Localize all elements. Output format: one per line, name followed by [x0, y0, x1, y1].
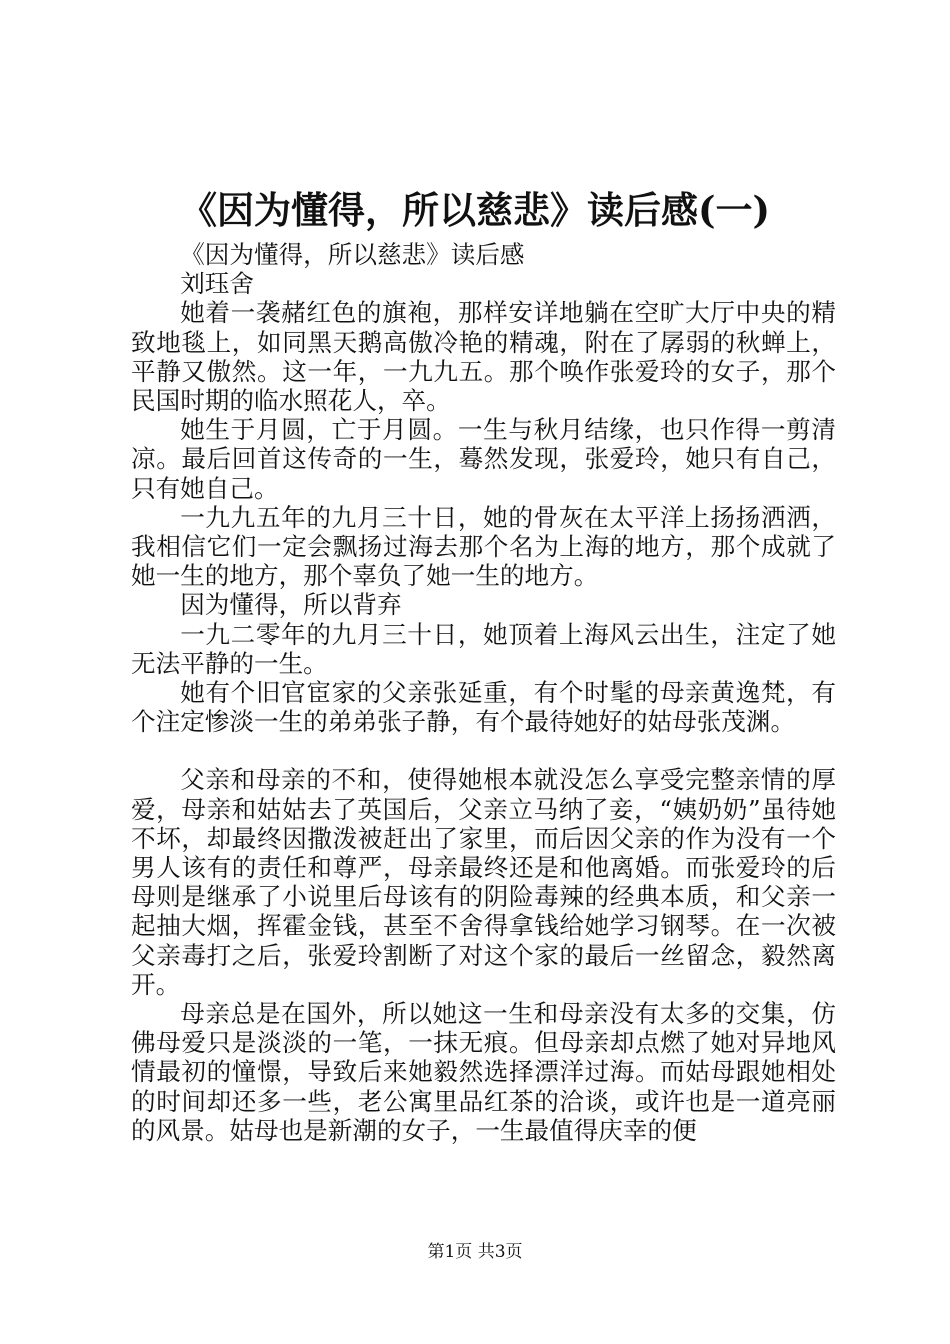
paragraph: 一九九五年的九月三十日，她的骨灰在太平洋上扬扬洒洒，我相信它们一定会飘扬过海去那个名为上海的地方，那个成就了她一生的地方，那个辜负了她一生的地方。	[131, 502, 836, 591]
paragraph: 一九二零年的九月三十日，她顶着上海风云出生，注定了她无法平静的一生。	[131, 619, 836, 678]
page-footer: 第1页 共3页	[427, 1242, 523, 1262]
paragraph-subtitle: 《因为懂得，所以慈悲》读后感	[180, 240, 525, 269]
section-heading: 因为懂得，所以背弃	[180, 590, 402, 620]
document-title: 《因为懂得，所以慈悲》读后感(一)	[179, 188, 770, 232]
paragraph-author: 刘珏舍	[180, 269, 254, 299]
paragraph: 母亲总是在国外，所以她这一生和母亲没有太多的交集，仿佛母爱只是淡淡的一笔，一抹无痕。但母亲却点燃了她对异地风情最初的憧憬，导致后来她毅然选择漂洋过海。而姑母跟她相处的时间却还多一些，老公寓里品红茶的洽谈，或许也是一道亮丽的风景。姑母也是新潮的女子，一生最值得庆幸的便	[131, 999, 836, 1145]
paragraph: 她有个旧官宦家的父亲张延重，有个时髦的母亲黄逸梵，有个注定惨淡一生的弟弟张子静，有个最待她好的姑母张茂渊。	[131, 678, 836, 737]
paragraph: 她生于月圆，亡于月圆。一生与秋月结缘，也只作得一剪清凉。最后回首这传奇的一生，蓦然发现，张爱玲，她只有自己，只有她自己。	[131, 415, 836, 503]
document-body	[131, 240, 836, 1145]
paragraph: 她着一袭赭红色的旗袍，那样安详地躺在空旷大厅中央的精致地毯上，如同黑天鹅高傲冷艳的精魂，附在了孱弱的秋蝉上，平静又傲然。这一年，一九九五。那个唤作张爱玲的女子，那个民国时期的临水照花人，卒。	[131, 298, 836, 416]
paragraph: 父亲和母亲的不和，使得她根本就没怎么享受完整亲情的厚爱，母亲和姑姑去了英国后，父亲立马纳了妾，“姨奶奶”虽待她不坏，却最终因撒泼被赶出了家里，而后因父亲的作为没有一个男人该有的责任和尊严，母亲最终还是和他离婚。而张爱玲的后母则是继承了小说里后母该有的阴险毒辣的经典本质，和父亲一起抽大烟，挥霍金钱，甚至不舍得拿钱给她学习钢琴。在一次被父亲毒打之后，张爱玲割断了对这个家的最后一丝留念，毅然离开。	[131, 765, 836, 999]
